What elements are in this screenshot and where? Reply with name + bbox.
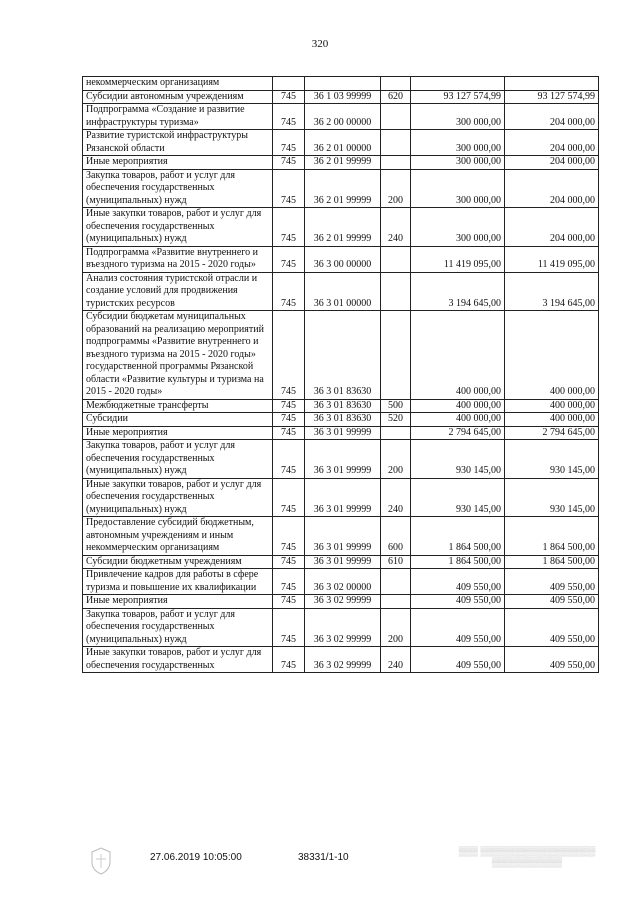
row-amount-second: 93 127 574,99 bbox=[505, 90, 599, 104]
row-name: Закупка товаров, работ и услуг для обеспечения государственных (муниципальных) нужд bbox=[83, 608, 273, 647]
row-amount-second: 409 550,00 bbox=[505, 595, 599, 609]
row-expense-type: 520 bbox=[381, 413, 411, 427]
row-name: Иные мероприятия bbox=[83, 426, 273, 440]
row-target-article: 36 3 02 00000 bbox=[305, 569, 381, 595]
row-name: Развитие туристской инфраструктуры Рязанской области bbox=[83, 130, 273, 156]
row-expense-type bbox=[381, 130, 411, 156]
table-row bbox=[83, 272, 599, 311]
row-expense-type bbox=[381, 311, 411, 400]
row-admin-code: 745 bbox=[273, 311, 305, 400]
row-admin-code: 745 bbox=[273, 440, 305, 479]
row-amount-second: 2 794 645,00 bbox=[505, 426, 599, 440]
row-name: Анализ состояния туристской отрасли и создание условий для продвижения туристских ресурсов bbox=[83, 272, 273, 311]
table-row bbox=[83, 647, 599, 673]
budget-table-body bbox=[83, 77, 599, 673]
table-row bbox=[83, 608, 599, 647]
row-expense-type bbox=[381, 77, 411, 91]
row-amount-second: 400 000,00 bbox=[505, 311, 599, 400]
row-amount-second: 400 000,00 bbox=[505, 399, 599, 413]
row-admin-code: 745 bbox=[273, 399, 305, 413]
row-name: Межбюджетные трансферты bbox=[83, 399, 273, 413]
table-row bbox=[83, 130, 599, 156]
row-admin-code: 745 bbox=[273, 555, 305, 569]
row-name: Закупка товаров, работ и услуг для обеспечения государственных (муниципальных) нужд bbox=[83, 440, 273, 479]
table-row bbox=[83, 156, 599, 170]
row-amount-second: 3 194 645,00 bbox=[505, 272, 599, 311]
row-amount-first: 400 000,00 bbox=[411, 399, 505, 413]
row-name: Субсидии bbox=[83, 413, 273, 427]
row-name: Предоставление субсидий бюджетным, автономным учреждениям и иным некоммерческим организациям bbox=[83, 517, 273, 556]
page-number: 320 bbox=[311, 38, 329, 50]
row-name: Иные мероприятия bbox=[83, 595, 273, 609]
row-amount-first: 930 145,00 bbox=[411, 440, 505, 479]
row-amount-second: 204 000,00 bbox=[505, 104, 599, 130]
row-expense-type bbox=[381, 246, 411, 272]
row-target-article: 36 3 01 83630 bbox=[305, 413, 381, 427]
row-target-article: 36 2 01 00000 bbox=[305, 130, 381, 156]
row-amount-first: 3 194 645,00 bbox=[411, 272, 505, 311]
row-target-article: 36 3 01 83630 bbox=[305, 399, 381, 413]
row-name: Иные закупки товаров, работ и услуг для обеспечения государственных (муниципальных) нужд bbox=[83, 478, 273, 517]
row-admin-code: 745 bbox=[273, 104, 305, 130]
coat-of-arms-icon bbox=[88, 846, 114, 876]
row-target-article: 36 3 01 99999 bbox=[305, 478, 381, 517]
row-amount-second bbox=[505, 77, 599, 91]
row-target-article: 36 2 00 00000 bbox=[305, 104, 381, 130]
row-target-article: 36 3 02 99999 bbox=[305, 608, 381, 647]
row-admin-code: 745 bbox=[273, 169, 305, 208]
row-target-article: 36 3 01 99999 bbox=[305, 517, 381, 556]
table-row bbox=[83, 517, 599, 556]
row-name: Подпрограмма «Создание и развитие инфраструктуры туризма» bbox=[83, 104, 273, 130]
row-admin-code: 745 bbox=[273, 478, 305, 517]
row-amount-second: 930 145,00 bbox=[505, 440, 599, 479]
row-target-article: 36 3 01 99999 bbox=[305, 555, 381, 569]
row-admin-code: 745 bbox=[273, 90, 305, 104]
row-amount-first: 300 000,00 bbox=[411, 130, 505, 156]
row-amount-first: 300 000,00 bbox=[411, 104, 505, 130]
row-expense-type bbox=[381, 104, 411, 130]
row-name: Закупка товаров, работ и услуг для обеспечения государственных (муниципальных) нужд bbox=[83, 169, 273, 208]
row-amount-second: 400 000,00 bbox=[505, 413, 599, 427]
budget-table bbox=[82, 76, 599, 673]
row-admin-code: 745 bbox=[273, 608, 305, 647]
row-expense-type bbox=[381, 426, 411, 440]
row-amount-first: 2 794 645,00 bbox=[411, 426, 505, 440]
row-expense-type: 600 bbox=[381, 517, 411, 556]
row-name: Иные закупки товаров, работ и услуг для обеспечения государственных (муниципальных) нужд bbox=[83, 208, 273, 247]
table-row bbox=[83, 440, 599, 479]
footer bbox=[0, 846, 640, 886]
row-expense-type: 200 bbox=[381, 169, 411, 208]
table-row bbox=[83, 595, 599, 609]
table-row bbox=[83, 246, 599, 272]
registration-watermark: ▒▒▒ ▒▒▒▒▒▒▒▒▒▒▒▒▒▒▒▒▒▒ ▒▒▒▒▒▒▒▒▒▒▒ bbox=[458, 846, 596, 867]
row-target-article: 36 3 01 83630 bbox=[305, 311, 381, 400]
table-row bbox=[83, 569, 599, 595]
row-expense-type: 620 bbox=[381, 90, 411, 104]
row-amount-second: 1 864 500,00 bbox=[505, 517, 599, 556]
row-amount-first: 300 000,00 bbox=[411, 169, 505, 208]
row-amount-first: 400 000,00 bbox=[411, 413, 505, 427]
row-target-article: 36 3 01 00000 bbox=[305, 272, 381, 311]
row-expense-type: 200 bbox=[381, 608, 411, 647]
row-admin-code: 745 bbox=[273, 647, 305, 673]
row-target-article: 36 2 01 99999 bbox=[305, 208, 381, 247]
row-amount-first: 11 419 095,00 bbox=[411, 246, 505, 272]
row-expense-type: 500 bbox=[381, 399, 411, 413]
row-expense-type: 240 bbox=[381, 208, 411, 247]
row-amount-first: 409 550,00 bbox=[411, 595, 505, 609]
table-row bbox=[83, 426, 599, 440]
row-name: Субсидии бюджетным учреждениям bbox=[83, 555, 273, 569]
row-amount-second: 409 550,00 bbox=[505, 608, 599, 647]
row-amount-second: 1 864 500,00 bbox=[505, 555, 599, 569]
table-row bbox=[83, 399, 599, 413]
row-admin-code bbox=[273, 77, 305, 91]
row-amount-first: 400 000,00 bbox=[411, 311, 505, 400]
row-amount-second: 204 000,00 bbox=[505, 208, 599, 247]
row-amount-first: 409 550,00 bbox=[411, 608, 505, 647]
row-admin-code: 745 bbox=[273, 208, 305, 247]
row-expense-type bbox=[381, 156, 411, 170]
table-row bbox=[83, 169, 599, 208]
row-admin-code: 745 bbox=[273, 413, 305, 427]
row-name: Иные закупки товаров, работ и услуг для обеспечения государственных bbox=[83, 647, 273, 673]
row-name: Привлечение кадров для работы в сфере туризма и повышение их квалификации bbox=[83, 569, 273, 595]
row-admin-code: 745 bbox=[273, 130, 305, 156]
row-amount-first: 300 000,00 bbox=[411, 156, 505, 170]
row-name: Субсидии автономным учреждениям bbox=[83, 90, 273, 104]
row-amount-first: 930 145,00 bbox=[411, 478, 505, 517]
table-row bbox=[83, 104, 599, 130]
row-amount-first: 1 864 500,00 bbox=[411, 555, 505, 569]
row-amount-second: 204 000,00 bbox=[505, 169, 599, 208]
row-amount-second: 204 000,00 bbox=[505, 156, 599, 170]
row-amount-second: 409 550,00 bbox=[505, 647, 599, 673]
row-target-article: 36 3 00 00000 bbox=[305, 246, 381, 272]
row-amount-second: 930 145,00 bbox=[505, 478, 599, 517]
row-expense-type: 200 bbox=[381, 440, 411, 479]
table-row bbox=[83, 77, 599, 91]
row-name: Иные мероприятия bbox=[83, 156, 273, 170]
row-target-article: 36 1 03 99999 bbox=[305, 90, 381, 104]
row-amount-first: 300 000,00 bbox=[411, 208, 505, 247]
row-amount-first: 409 550,00 bbox=[411, 647, 505, 673]
row-amount-first: 93 127 574,99 bbox=[411, 90, 505, 104]
row-target-article: 36 3 01 99999 bbox=[305, 440, 381, 479]
row-amount-second: 204 000,00 bbox=[505, 130, 599, 156]
row-name: Подпрограмма «Развитие внутреннего и въездного туризма на 2015 - 2020 годы» bbox=[83, 246, 273, 272]
row-expense-type bbox=[381, 569, 411, 595]
row-amount-first: 1 864 500,00 bbox=[411, 517, 505, 556]
row-admin-code: 745 bbox=[273, 426, 305, 440]
row-target-article: 36 2 01 99999 bbox=[305, 169, 381, 208]
row-amount-first: 409 550,00 bbox=[411, 569, 505, 595]
row-expense-type: 240 bbox=[381, 478, 411, 517]
row-expense-type bbox=[381, 595, 411, 609]
row-admin-code: 745 bbox=[273, 569, 305, 595]
row-amount-first bbox=[411, 77, 505, 91]
row-target-article: 36 3 01 99999 bbox=[305, 426, 381, 440]
row-name: некоммерческим организациям bbox=[83, 77, 273, 91]
table-row bbox=[83, 311, 599, 400]
table-row bbox=[83, 90, 599, 104]
row-admin-code: 745 bbox=[273, 595, 305, 609]
table-row bbox=[83, 413, 599, 427]
row-target-article: 36 3 02 99999 bbox=[305, 647, 381, 673]
footer-date: 27.06.2019 10:05:00 bbox=[150, 852, 242, 863]
row-expense-type: 240 bbox=[381, 647, 411, 673]
row-admin-code: 745 bbox=[273, 517, 305, 556]
row-name: Субсидии бюджетам муниципальных образований на реализацию мероприятий подпрограммы «Развитие внутреннего и въездного туризма на 2015 - 2020 годы» государственной программы Рязанской области «Развитие культуры и туризма на 2015 - 2020 годы» bbox=[83, 311, 273, 400]
row-admin-code: 745 bbox=[273, 272, 305, 311]
table-row bbox=[83, 478, 599, 517]
footer-document-code: 38331/1-10 bbox=[298, 852, 349, 863]
row-expense-type bbox=[381, 272, 411, 311]
row-target-article bbox=[305, 77, 381, 91]
row-target-article: 36 3 02 99999 bbox=[305, 595, 381, 609]
row-amount-second: 409 550,00 bbox=[505, 569, 599, 595]
table-row bbox=[83, 208, 599, 247]
row-expense-type: 610 bbox=[381, 555, 411, 569]
table-row bbox=[83, 555, 599, 569]
row-admin-code: 745 bbox=[273, 246, 305, 272]
row-admin-code: 745 bbox=[273, 156, 305, 170]
row-target-article: 36 2 01 99999 bbox=[305, 156, 381, 170]
row-amount-second: 11 419 095,00 bbox=[505, 246, 599, 272]
